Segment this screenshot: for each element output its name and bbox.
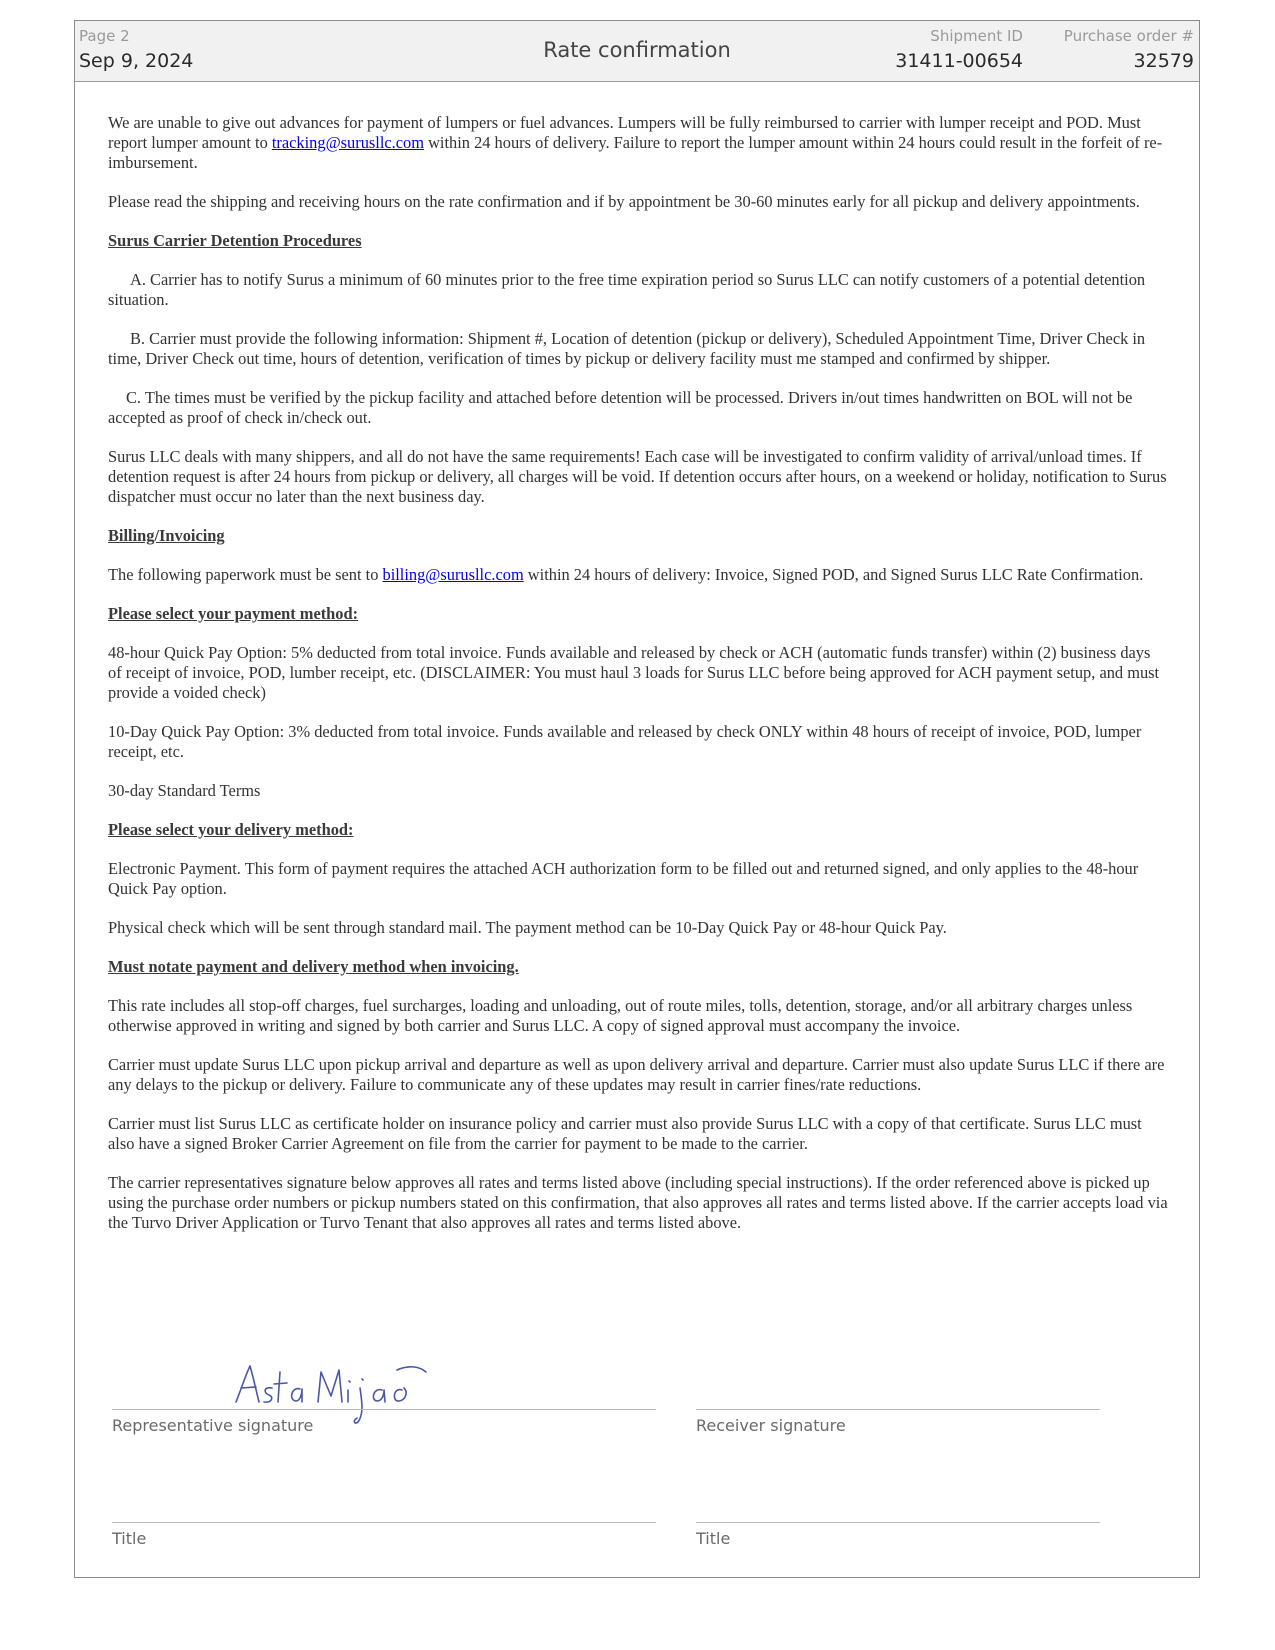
delivery-option-electronic: Electronic Payment. This form of payment requires the attached ACH authorization form to be filled out and returned signed, and only applies to the 48-hour Quick Pay option. (108, 859, 1139, 898)
tracking-email-link[interactable]: tracking@surusllc.com (271, 133, 424, 152)
billing-text: The following paperwork must be sent to (108, 565, 383, 584)
document-date: Sep 9, 2024 (79, 50, 194, 72)
detention-item-a: A. Carrier has to notify Surus a minimum of 60 minutes prior to the free time expiration period so Surus LLC can notify customers of a potential detention situation. (108, 270, 1146, 309)
representative-title-line[interactable] (112, 1522, 656, 1523)
representative-signature-line (112, 1409, 656, 1410)
lumper-text-end: within 24 hours of delivery. Failure to report the lumper amount within 24 hours could result in the forfeit of re-imbursement. (108, 133, 1163, 172)
lumper-paragraph (108, 113, 1168, 173)
receiver-title-line[interactable] (696, 1522, 1100, 1523)
shipment-id-label: Shipment ID (930, 27, 1023, 45)
page-number: Page 2 (79, 27, 130, 45)
signature-approval-paragraph: The carrier representatives signature below approves all rates and terms listed above (including special instructions). If the order referenced above is picked up using the purchase order numbers or pickup numbers stated on this confirmation, that also approves all rates and terms listed above. If the carrier accepts load via the Turvo Driver Application or Turvo Tenant that also approves all rates and terms listed above. (108, 1173, 1168, 1232)
delivery-method-heading: Please select your delivery method: (108, 820, 354, 839)
purchase-order-value: 32579 (1133, 50, 1194, 72)
update-paragraph: Carrier must update Surus LLC upon pickup arrival and departure as well as upon delivery arrival and departure. Carrier must also update Surus LLC if there are any delays to the pickup or delivery. Failure to communicate any of these updates may result in carrier fines/rate reductions. (108, 1055, 1165, 1094)
terms-body (108, 113, 1168, 1252)
detention-heading: Surus Carrier Detention Procedures (108, 231, 362, 250)
payment-option-48-hour: 48-hour Quick Pay Option: 5% deducted from total invoice. Funds available and released by check or ACH (automatic funds transfer) within (2) business days of receipt of invoice, POD, lumber receipt, etc. (DISCLAIMER: You must haul 3 loads for Surus LLC before being approved for ACH payment setup, and must provide a voided check) (108, 643, 1160, 702)
representative-title-label: Title (112, 1529, 147, 1548)
shipment-id-value: 31411-00654 (895, 50, 1023, 72)
billing-heading: Billing/Invoicing (108, 526, 225, 545)
receiver-signature-label: Receiver signature (696, 1416, 846, 1435)
lumper-text: We are unable to give out advances for payment of lumpers or fuel advances. Lumpers will be fully reimbursed to carrier with lumper receipt and POD. Must report lumper amount to (108, 113, 1141, 152)
hours-paragraph: Please read the shipping and receiving hours on the rate confirmation and if by appointment be 30-60 minutes early for all pickup and delivery appointments. (108, 192, 1140, 211)
payment-option-10-day: 10-Day Quick Pay Option: 3% deducted from total invoice. Funds available and released by check ONLY within 48 hours of receipt of invoice, POD, lumper receipt, etc. (108, 722, 1142, 761)
billing-email-link[interactable]: billing@surusllc.com (382, 565, 524, 584)
purchase-order-label: Purchase order # (1063, 27, 1194, 45)
payment-option-30-day: 30-day Standard Terms (108, 781, 261, 800)
page-title: Rate confirmation (543, 38, 731, 62)
representative-signature-label: Representative signature (112, 1416, 314, 1435)
receiver-signature-line[interactable] (696, 1409, 1100, 1410)
rate-includes-paragraph: This rate includes all stop-off charges, fuel surcharges, loading and unloading, out of route miles, tolls, detention, storage, and/or all arbitrary charges unless otherwise approved in writing and signed by both carrier and Surus LLC. A copy of signed approval must accompany the invoice. (108, 996, 1133, 1035)
billing-paragraph (108, 565, 1168, 585)
rate-confirmation-page (74, 20, 1200, 1578)
detention-item-c: C. The times must be verified by the pickup facility and attached before detention will be processed. Drivers in/out times handwritten on BOL will not be accepted as proof of check in/check out. (108, 388, 1133, 427)
payment-method-heading: Please select your payment method: (108, 604, 359, 623)
detention-item-b: B. Carrier must provide the following information: Shipment #, Location of detention (pickup or delivery), Scheduled Appointment Time, Driver Check in time, Driver Check out time, hours of detention, verification of times by pickup or delivery facility must me stamped and confirmed by shipper. (108, 329, 1146, 368)
receiver-title-label: Title (696, 1529, 731, 1548)
delivery-option-check: Physical check which will be sent through standard mail. The payment method can be 10-Day Quick Pay or 48-hour Quick Pay. (108, 918, 947, 937)
insurance-paragraph: Carrier must list Surus LLC as certificate holder on insurance policy and carrier must also provide Surus LLC with a copy of that certificate. Surus LLC must also have a signed Broker Carrier Agreement on file from the carrier for payment to be made to the carrier. (108, 1114, 1142, 1153)
billing-text-end: within 24 hours of delivery: Invoice, Signed POD, and Signed Surus LLC Rate Confirmation. (523, 565, 1144, 584)
page-header (75, 21, 1199, 82)
notate-heading: Must notate payment and delivery method when invoicing. (108, 957, 519, 976)
shippers-paragraph: Surus LLC deals with many shippers, and all do not have the same requirements! Each case will be investigated to confirm validity of arrival/unload times. If detention request is after 24 hours from pickup or delivery, all charges will be void. If detention occurs after hours, on a weekend or holiday, notification to Surus dispatcher must occur no later than the next business day. (108, 447, 1167, 506)
